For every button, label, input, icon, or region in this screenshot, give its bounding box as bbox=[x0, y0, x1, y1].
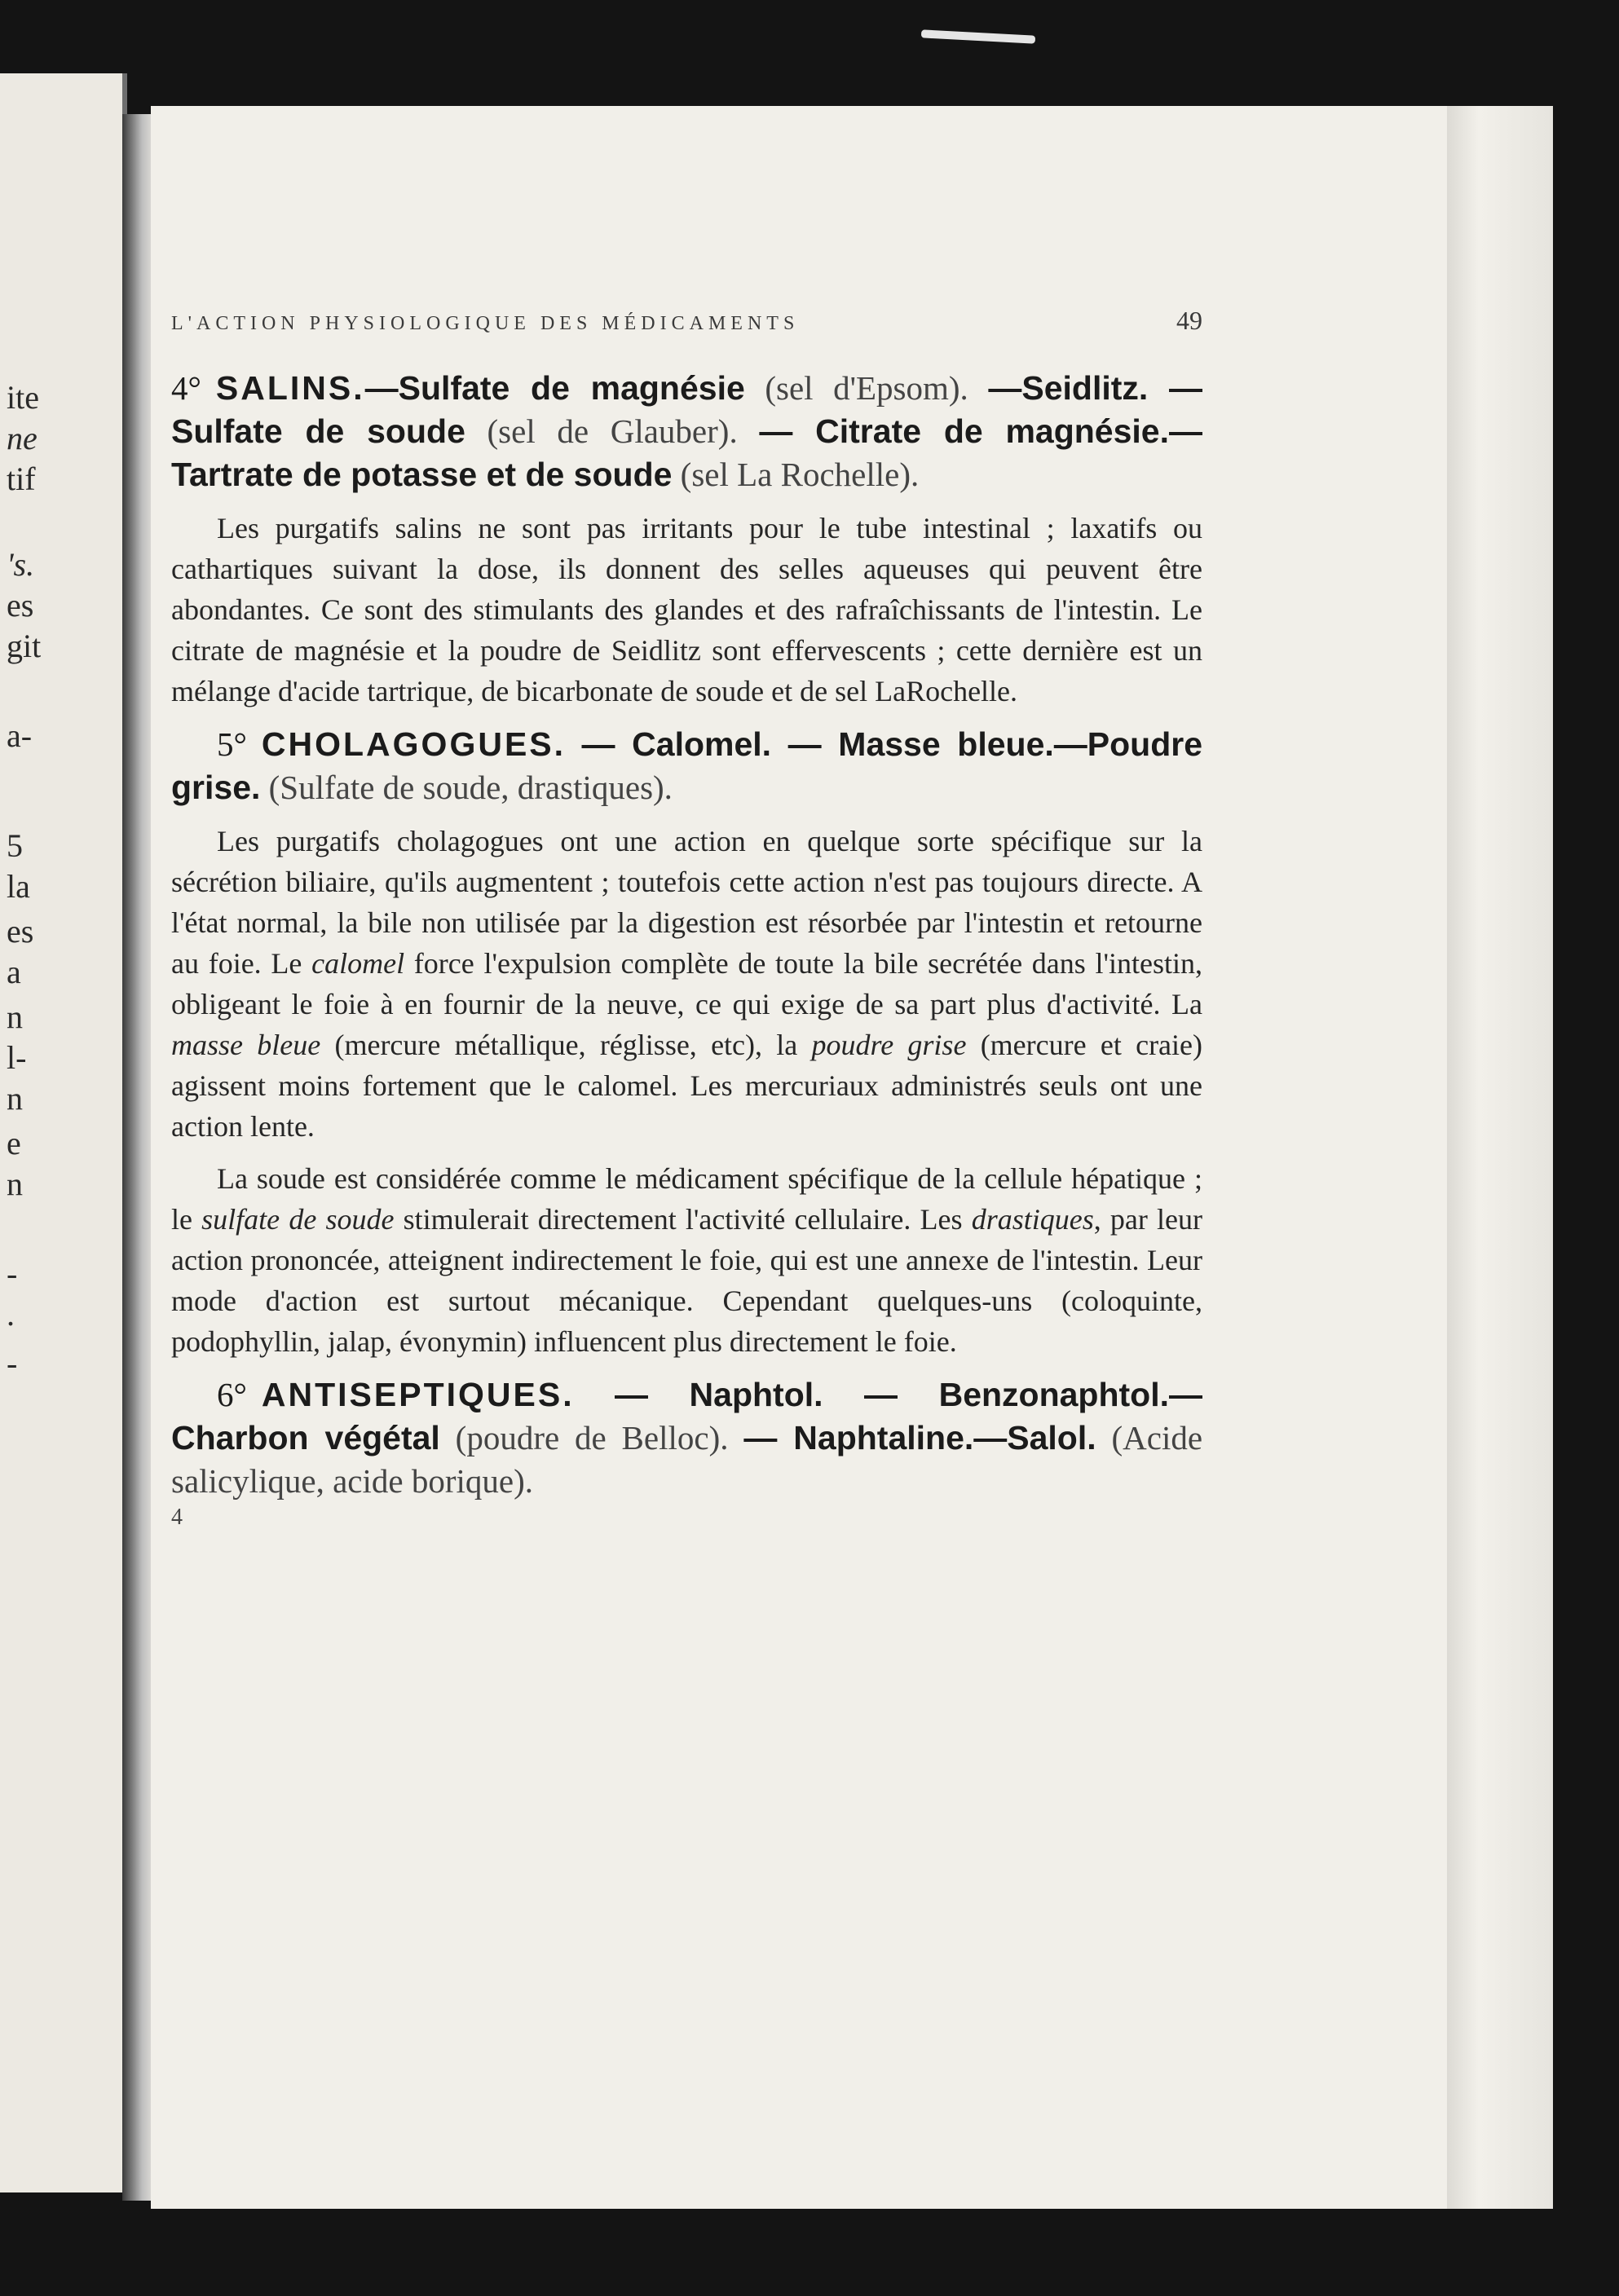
signature-mark: 4 bbox=[171, 1505, 183, 1530]
left-fragment: . bbox=[7, 1296, 15, 1333]
left-fragment: e bbox=[7, 1125, 21, 1161]
drug-list: — Naphtol. — Benzonaphtol.—Charbon végétal bbox=[171, 1376, 1202, 1456]
left-fragment: n bbox=[7, 1080, 23, 1117]
paragraph: La soude est considérée comme le médicament spécifique de la cellule hépatique ; le sulfate de soude stimulerait directement l'activité cellulaire. Les drastiques, par leur action prononcée, atteignent indirectement le foie, qui est une annexe de l'intestin. Leur mode d'action est surtout mécanique. Cependant quelques-uns (coloquinte, podophyllin, jalap, évonymin) influencent plus directement le foie. bbox=[171, 1162, 1202, 1358]
running-head bbox=[171, 306, 1202, 336]
section-heading-salins bbox=[171, 367, 1202, 496]
left-fragment: 5 bbox=[7, 827, 23, 864]
page-number: 49 bbox=[1176, 306, 1202, 335]
left-fragment: a- bbox=[7, 717, 33, 754]
section-heading-antiseptiques bbox=[171, 1373, 1202, 1503]
left-fragment: - bbox=[7, 1255, 18, 1292]
left-fragment: 's. bbox=[7, 546, 35, 583]
left-fragment: la bbox=[7, 868, 30, 905]
drug-list: —Seidlitz. —Sulfate de soude bbox=[171, 369, 1202, 450]
left-fragment: es bbox=[7, 913, 34, 950]
section-number: 5° bbox=[217, 725, 247, 763]
page-content bbox=[171, 306, 1202, 1531]
book-spine-shadow bbox=[122, 114, 155, 2201]
paragraph: Les purgatifs salins ne sont pas irritants pour le tube intestinal ; laxatifs ou cathartiques suivant la dose, ils donnent des selles aqueuses qui peuvent être abondantes. Ce sont des stimulants des glandes et des rafraîchissants de l'intestin. Le citrate de magnésie et la poudre de Seidlitz sont effervescents ; cette dernière est un mélange d'acide tartrique, de bicarbonate de soude et de sel LaRochelle. bbox=[171, 512, 1202, 707]
drug-list: —Sulfate de magnésie bbox=[364, 369, 745, 407]
left-fragment: n bbox=[7, 998, 23, 1035]
drug-note: (Acide salicylique, acide borique). bbox=[171, 1419, 1203, 1500]
section-title: ANTISEPTIQUES. bbox=[261, 1376, 575, 1413]
drug-note: (Sulfate de soude, drastiques). bbox=[268, 769, 673, 806]
drug-note: (sel de Glauber). bbox=[487, 412, 738, 450]
section-title: SALINS. bbox=[215, 369, 365, 407]
left-fragment: git bbox=[7, 628, 42, 664]
left-page-edge bbox=[0, 73, 127, 2192]
drug-note: (poudre de Belloc). bbox=[455, 1419, 729, 1456]
paragraph: Les purgatifs cholagogues ont une action en quelque sorte spécifique sur la sécrétion biliaire, qu'ils augmentent ; toutefois cette action n'est pas toujours directe. A l'état normal, la bile non utilisée par la digestion est résorbée par l'intestin et retourne au foie. Le calomel force l'expulsion complète de toute la bile secrétée dans l'intestin, obligeant le foie à en fournir de la neuve, ce qui exige de sa part plus d'activité. La masse bleue (mercure métallique, réglisse, etc), la poudre grise (mercure et craie) agissent moins fortement que le calomel. Les mercuriaux administrés seuls ont une action lente. bbox=[171, 825, 1203, 1143]
left-fragment: es bbox=[7, 587, 34, 624]
scan-mark bbox=[921, 29, 1035, 43]
running-head-title: L'ACTION PHYSIOLOGIQUE DES MÉDICAMENTS bbox=[171, 313, 800, 334]
left-fragment: a bbox=[7, 954, 21, 990]
left-fragment: l- bbox=[7, 1039, 27, 1076]
section-title: CHOLAGOGUES. bbox=[261, 725, 567, 763]
section-number: 6° bbox=[217, 1376, 247, 1413]
left-fragment: - bbox=[7, 1345, 18, 1382]
section-heading-cholagogues bbox=[171, 723, 1202, 809]
page-edge bbox=[1447, 106, 1553, 2209]
section-number: 4° bbox=[171, 369, 201, 407]
drug-note: (sel d'Epsom). bbox=[765, 369, 968, 407]
left-fragment: ite bbox=[7, 379, 39, 416]
drug-list: — Calomel. — Masse bleue.—Poudre grise. bbox=[171, 725, 1202, 806]
drug-note: (sel La Rochelle). bbox=[680, 456, 920, 493]
left-fragment: n bbox=[7, 1166, 23, 1202]
left-fragment: tif bbox=[7, 461, 36, 497]
left-fragment: ne bbox=[7, 420, 37, 456]
drug-list: — Naphtaline.—Salol. bbox=[743, 1419, 1096, 1456]
drug-list: — Citrate de magnésie.—Tartrate de potasse et de soude bbox=[171, 412, 1202, 493]
